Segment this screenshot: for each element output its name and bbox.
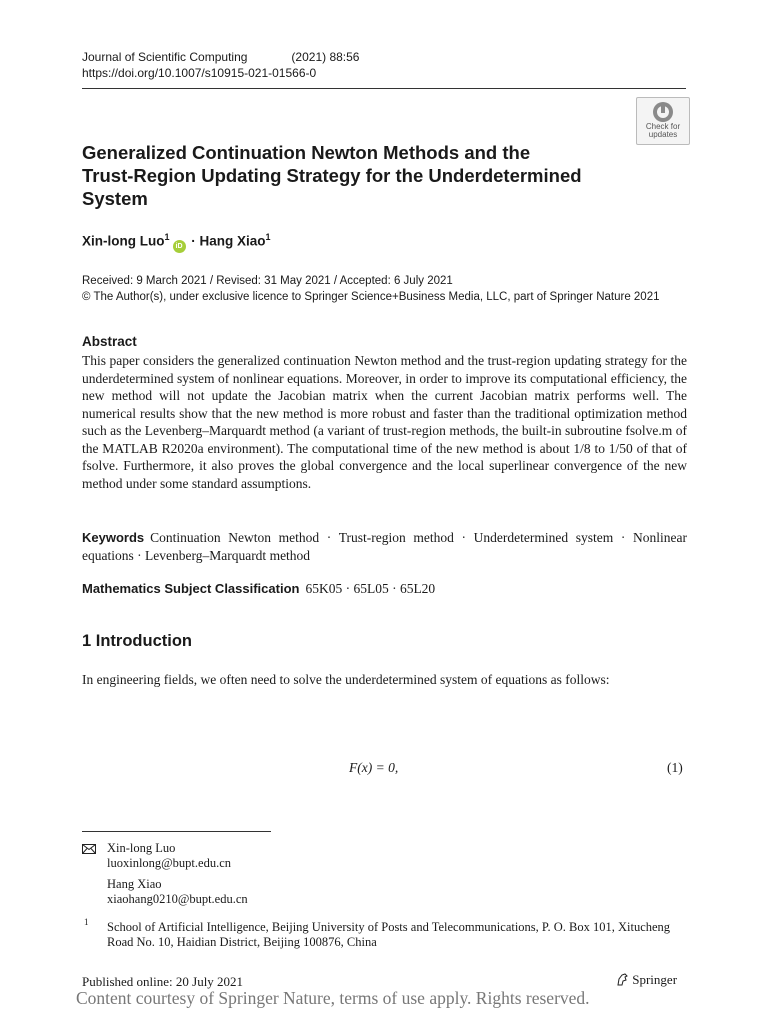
publisher-logo	[616, 972, 677, 988]
doi-link[interactable]: https://doi.org/10.1007/s10915-021-01566-0	[82, 66, 317, 80]
copyright-line: © The Author(s), under exclusive licence to Springer Science+Business Media, LLC, part of Springer Nature 2021	[82, 291, 660, 303]
abstract-heading: Abstract	[82, 334, 137, 349]
published-date: Published online: 20 July 2021	[82, 974, 244, 989]
author-2-affiliation: 1	[265, 232, 271, 242]
keywords-label: Keywords	[82, 530, 145, 545]
journal-header	[82, 49, 359, 81]
check-for-updates-badge[interactable]	[636, 97, 690, 145]
equation-number: (1)	[667, 760, 683, 775]
paper-title	[82, 141, 642, 210]
badge-line2: updates	[648, 130, 678, 139]
contact-1-email[interactable]: luoxinlong@bupt.edu.cn	[107, 856, 231, 870]
envelope-icon	[82, 844, 96, 854]
check-updates-icon	[652, 101, 674, 123]
msc-label: Mathematics Subject Classification	[82, 581, 300, 596]
author-separator: ·	[191, 233, 196, 249]
introduction-text: In engineering fields, we often need to solve the underdetermined system of equations as follows:	[82, 672, 610, 687]
author-1[interactable]: Xin-long Luo	[82, 233, 165, 249]
affiliation-number: 1	[84, 917, 89, 927]
title-line1: Generalized Continuation Newton Methods and the	[82, 142, 531, 163]
received-dates: Received: 9 March 2021 / Revised: 31 May 2021 / Accepted: 6 July 2021	[82, 275, 453, 287]
author-2[interactable]: Hang Xiao	[199, 233, 266, 249]
contact-1-name: Xin-long Luo	[107, 841, 176, 855]
header-divider	[82, 88, 686, 89]
msc-classification	[82, 581, 435, 597]
contact-2-name: Hang Xiao	[107, 877, 162, 891]
journal-volume: (2021) 88:56	[291, 50, 360, 64]
springer-horse-icon	[616, 973, 629, 986]
footnote-divider	[82, 831, 271, 832]
affiliation-text: School of Artificial Intelligence, Beijing University of Posts and Telecommunications, P. O. Box 101, Xitucheng Road No. 10, Haidian District, Beijing 100876, China	[107, 920, 671, 949]
title-line3: System	[82, 188, 148, 209]
keywords-text: Continuation Newton method · Trust-region method · Underdetermined system · Nonlinear equations · Levenberg–Marquardt method	[82, 530, 687, 563]
publication-history	[82, 273, 660, 305]
section-heading-introduction: 1 Introduction	[82, 632, 192, 650]
contact-2-email[interactable]: xiaohang0210@bupt.edu.cn	[107, 892, 248, 906]
author-list	[82, 232, 271, 253]
badge-line1: Check for	[645, 122, 681, 131]
abstract-text: This paper considers the generalized continuation Newton method and the trust-region updating strategy for the underdetermined system of nonlinear equations. Moreover, in order to improve its computational efficiency, the new method will not update the Jacobian matrix when the current Jacobian matrix performs well. The numerical results show that the new method is more robust and faster than the traditional optimization method such as the Levenberg–Marquardt method (a variant of trust-region methods, the built-in subroutine fsolve.m of the MATLAB R2020a environment). The computational time of the new method is about 1/8 to 1/50 of that of fsolve. Furthermore, it also proves the global convergence and the local superlinear convergence of the new method under some standard assumptions.	[82, 353, 687, 491]
orcid-icon[interactable]: iD	[173, 240, 186, 253]
msc-codes: 65K05 · 65L05 · 65L20	[305, 581, 436, 596]
keywords	[82, 529, 687, 565]
journal-name: Journal of Scientific Computing	[82, 50, 248, 64]
courtesy-notice: Content courtesy of Springer Nature, terms of use apply. Rights reserved.	[76, 988, 590, 1008]
equation-1: F(x) = 0,	[349, 760, 399, 775]
publisher-name: Springer	[632, 972, 678, 987]
author-1-affiliation: 1	[164, 232, 170, 242]
title-line2: Trust-Region Updating Strategy for the Underdetermined	[82, 165, 582, 186]
